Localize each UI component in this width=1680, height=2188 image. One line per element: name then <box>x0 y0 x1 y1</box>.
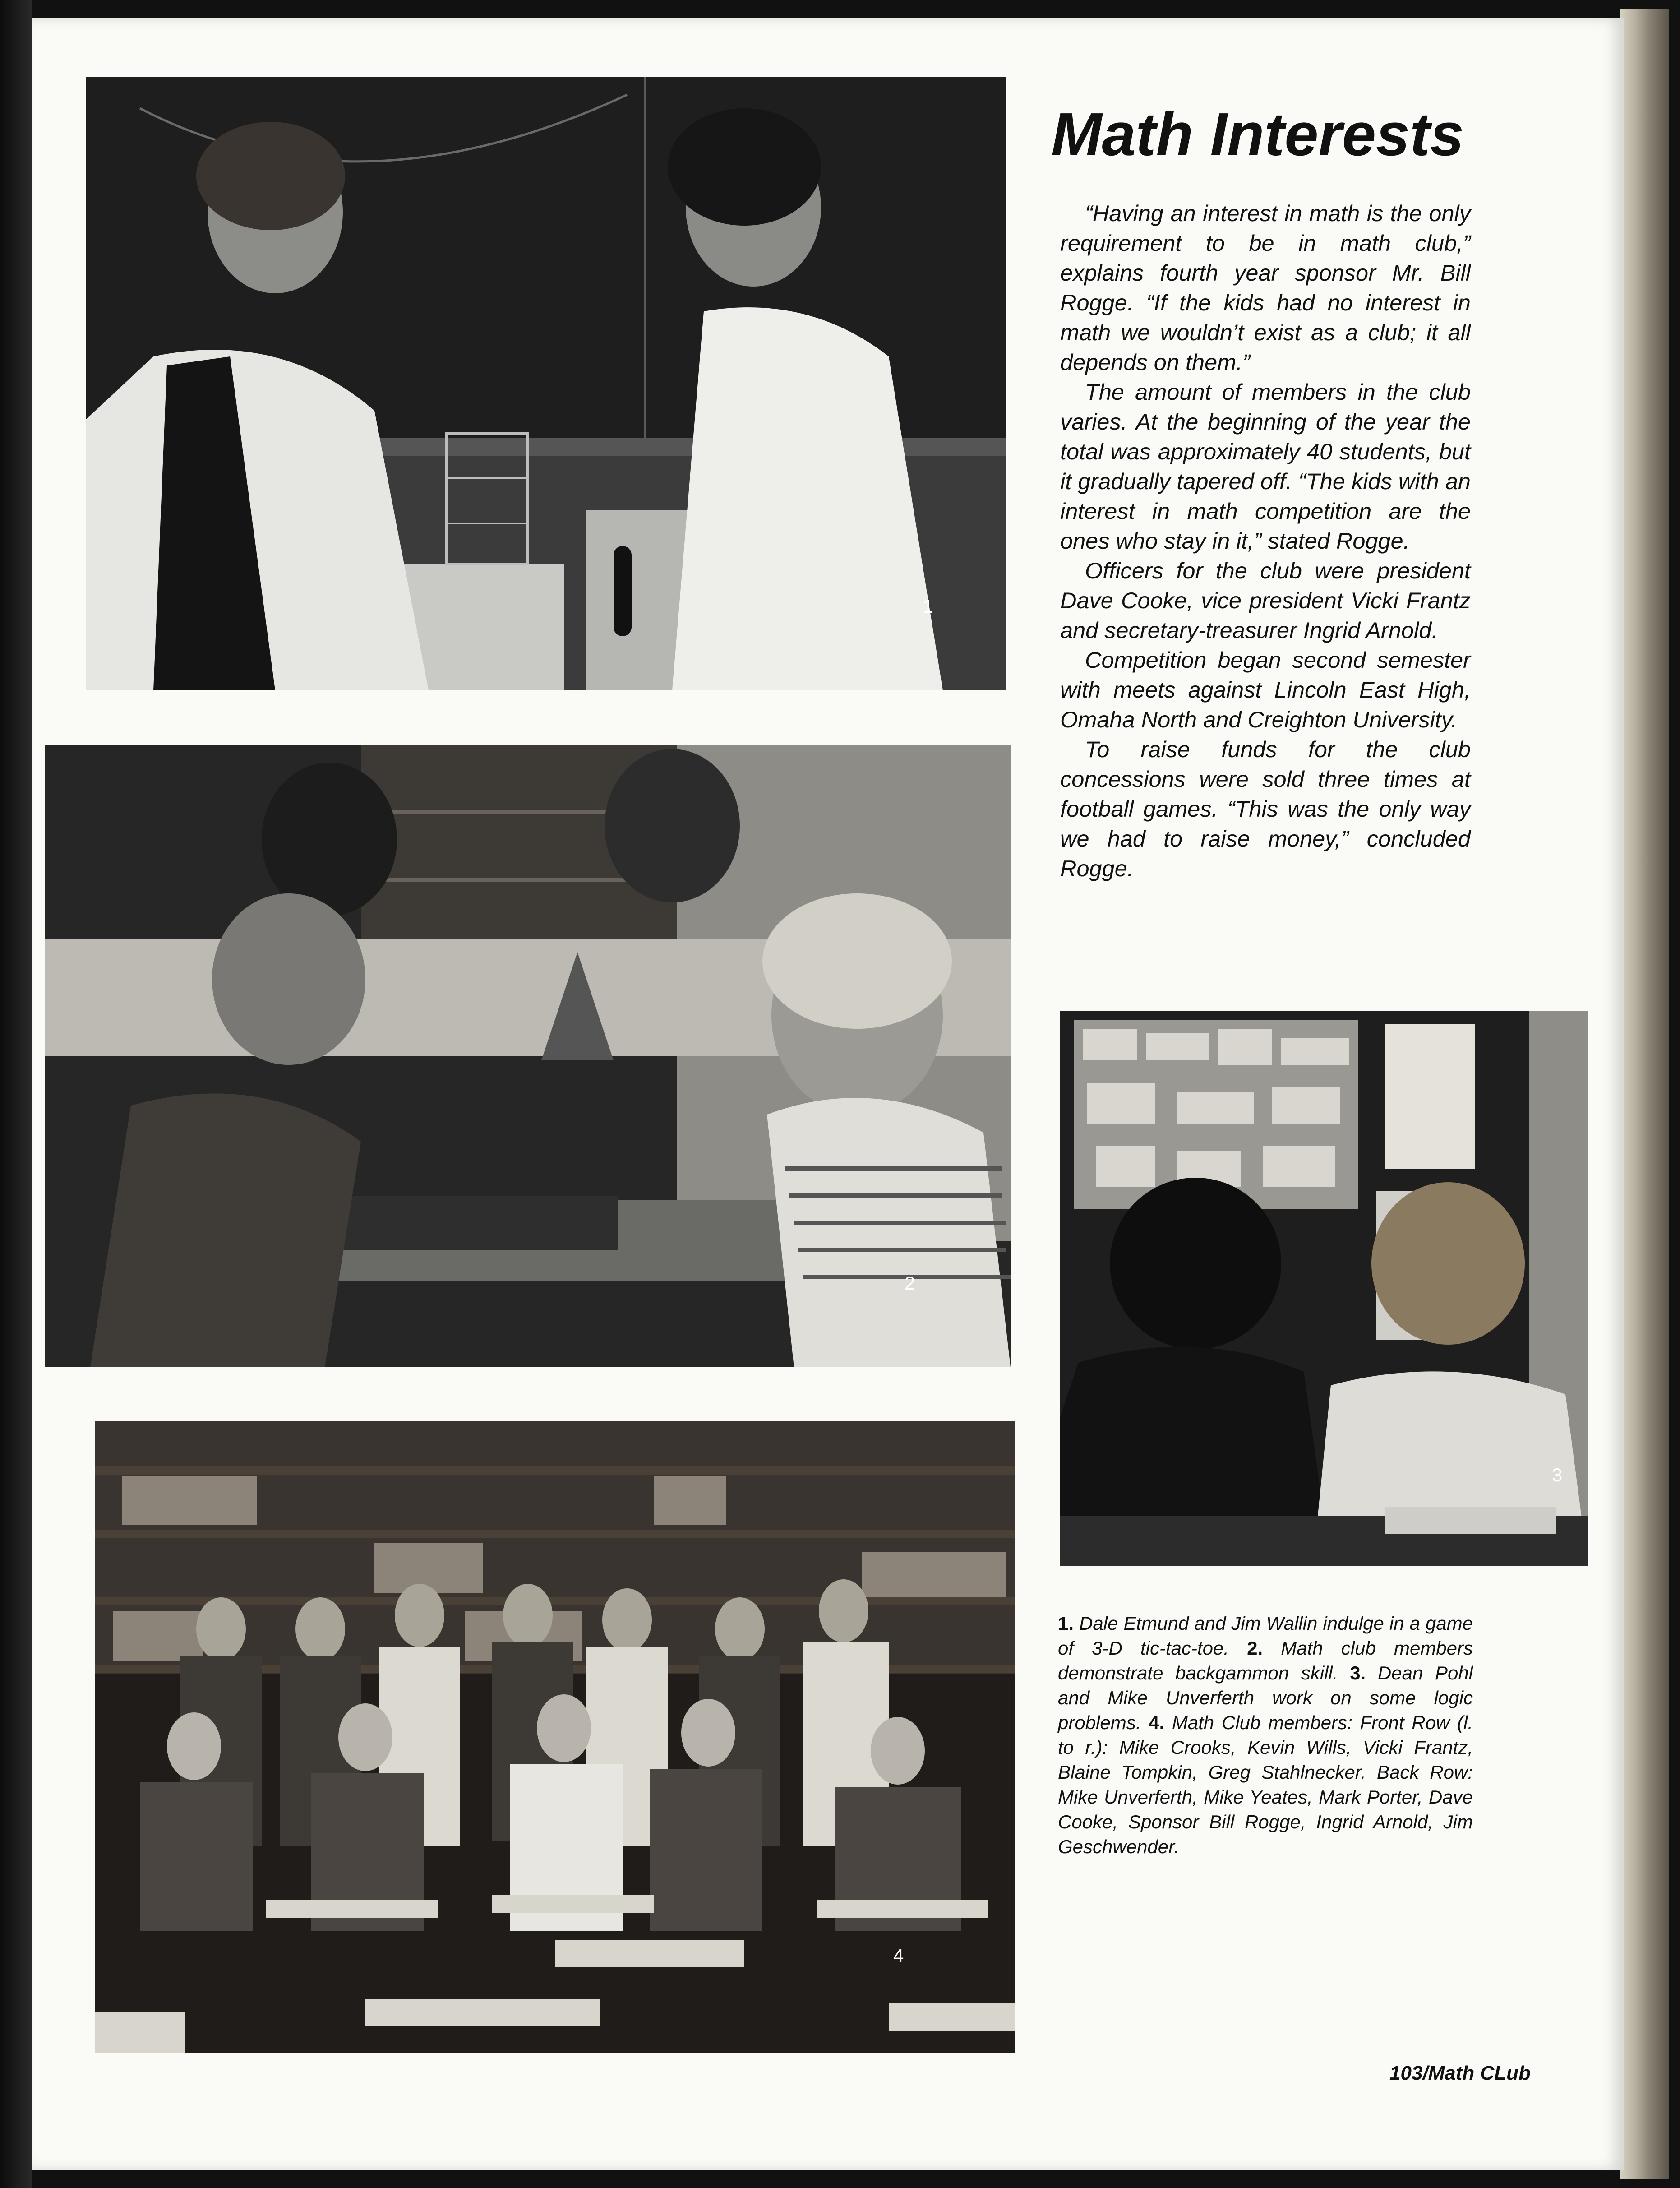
photo-2-backgammon <box>45 745 1011 1367</box>
photo-captions <box>1058 1611 1473 1859</box>
article-body <box>1060 199 1471 884</box>
caption-text: Dean Pohl and Mike Unverferth work on some logic problems. <box>1058 1662 1473 1733</box>
caption-number: 2. <box>1247 1638 1263 1659</box>
page-title: Math Interests <box>1051 100 1464 168</box>
article-paragraph: Competition began second semester with meets against Lincoln East High, Omaha North and Creighton University. <box>1060 647 1471 732</box>
page-stack-edge <box>1620 9 1669 2179</box>
photo-1-image <box>86 77 1006 690</box>
caption-text: Dale Etmund and Jim Wallin indulge in a game of 3-D tic-tac-toe. <box>1058 1613 1473 1659</box>
caption-number: 4. <box>1149 1712 1165 1733</box>
photo-1-tic-tac-toe <box>86 77 1006 690</box>
photo-4-number: 4 <box>893 1945 904 1966</box>
article-paragraph: “Having an interest in math is the only requirement to be in math club,” explains fourth year sponsor Mr. Bill Rogge. “If the kids had no interest in math we wouldn’t exist as a club; it all depends on them.” <box>1060 200 1471 375</box>
photo-2-image <box>45 745 1011 1367</box>
caption-text: Math Club members: Front Row (l. to r.): Mike Crooks, Kevin Wills, Vicki Frantz, Blaine Tompkin, Greg Stahlnecker. Back Row: Mike Unverferth, Mike Yeates, Mark Porter, Dave Cooke, Sponsor Bill Rogge, Ingrid Arnold, Jim Geschwender. <box>1058 1712 1473 1857</box>
caption-text: Math club members demonstrate backgammon skill. <box>1058 1638 1473 1684</box>
caption-number: 1. <box>1058 1613 1074 1634</box>
adjacent-page-edge <box>0 0 32 2188</box>
photo-3-number: 3 <box>1552 1464 1563 1485</box>
photo-3-image <box>1060 1011 1588 1566</box>
photo-4-group-portrait <box>95 1421 1015 2053</box>
photo-3-logic-problems <box>1060 1011 1588 1566</box>
article-paragraph: The amount of members in the club varies. At the beginning of the year the total was approximately 40 students, but it gradually tapered off. “The kids with an interest in math competition are the ones who stay in it,” stated Rogge. <box>1060 379 1471 554</box>
photo-2-number: 2 <box>905 1272 915 1294</box>
caption-number: 3. <box>1350 1662 1366 1684</box>
article-paragraph: Officers for the club were president Dave Cooke, vice president Vicki Frantz and secretary-treasurer Ingrid Arnold. <box>1060 558 1471 643</box>
page-folio: 103/Math CLub <box>1389 2062 1531 2084</box>
photo-1-number: 1 <box>923 596 933 617</box>
article-paragraph: To raise funds for the club concessions were sold three times at football games. “This was the only way we had to raise money,” concluded Rogge. <box>1060 736 1471 881</box>
photo-4-image <box>95 1421 1015 2053</box>
